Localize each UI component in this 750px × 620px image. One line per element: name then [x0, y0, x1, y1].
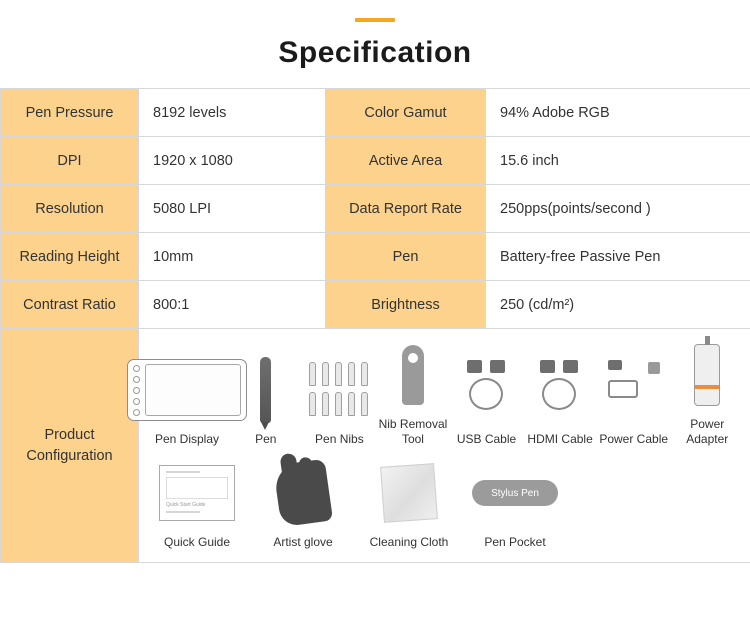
spec-label: Data Report Rate [326, 185, 486, 233]
item-caption: HDMI Cable [527, 432, 593, 446]
spec-value: 5080 LPI [139, 185, 326, 233]
item-caption: Power Adapter [686, 417, 729, 446]
specification-table [0, 88, 750, 563]
list-item [145, 354, 229, 447]
page-title: Specification [278, 36, 472, 69]
spec-value: 250 (cd/m²) [486, 281, 750, 329]
product-configuration-label: Product Configuration [1, 329, 139, 563]
list-item [229, 354, 303, 447]
spec-label: Brightness [326, 281, 486, 329]
item-caption: USB Cable [456, 432, 517, 446]
power-adapter-icon [694, 339, 720, 411]
spec-value: Battery-free Passive Pen [486, 233, 750, 281]
spec-value: 15.6 inch [486, 137, 750, 185]
table-row [1, 185, 750, 233]
list-item [155, 457, 239, 550]
product-configuration-content [139, 329, 750, 563]
product-configuration-row [1, 329, 750, 563]
accent-divider [355, 18, 395, 22]
item-caption: Pen [255, 432, 277, 446]
list-item [261, 457, 345, 550]
list-item [597, 354, 671, 447]
item-caption: Pen Display [154, 432, 220, 446]
configuration-row-2 [145, 457, 744, 550]
list-item [670, 339, 744, 447]
cleaning-cloth-icon [382, 457, 436, 529]
configuration-row-1 [145, 339, 744, 447]
quick-guide-inner-text: Quick Start Guide [166, 502, 206, 508]
hdmi-cable-icon [536, 354, 584, 426]
spec-label: Pen [326, 233, 486, 281]
power-cable-icon [606, 354, 662, 426]
table-row [1, 281, 750, 329]
list-item [303, 354, 377, 447]
quick-guide-icon [159, 457, 235, 529]
item-caption: Nib Removal Tool [378, 417, 448, 446]
nib-removal-tool-icon [402, 339, 424, 411]
item-caption: Pen Nibs [315, 432, 364, 446]
list-item [473, 457, 557, 550]
spec-value: 10mm [139, 233, 326, 281]
item-caption: Power Cable [599, 432, 669, 446]
spec-value: 8192 levels [139, 89, 326, 137]
pen-pocket-inner-text: Stylus Pen [472, 480, 558, 506]
list-item [367, 457, 451, 550]
list-item [523, 354, 597, 447]
spec-label: Color Gamut [326, 89, 486, 137]
spec-value: 94% Adobe RGB [486, 89, 750, 137]
list-item [376, 339, 450, 447]
spec-label: Pen Pressure [1, 89, 139, 137]
stylus-pen-icon [260, 354, 271, 426]
spec-value: 800:1 [139, 281, 326, 329]
spec-value: 250pps(points/second ) [486, 185, 750, 233]
spec-value: 1920 x 1080 [139, 137, 326, 185]
item-caption: Cleaning Cloth [369, 535, 449, 549]
usb-cable-icon [463, 354, 511, 426]
item-caption: Artist glove [273, 535, 333, 549]
spec-label: DPI [1, 137, 139, 185]
spec-label: Active Area [326, 137, 486, 185]
pen-nibs-icon [309, 354, 370, 426]
table-row [1, 137, 750, 185]
list-item [450, 354, 524, 447]
spec-label: Reading Height [1, 233, 139, 281]
page-header [0, 0, 750, 70]
table-row [1, 233, 750, 281]
item-caption: Pen Pocket [484, 535, 546, 549]
spec-label: Resolution [1, 185, 139, 233]
artist-glove-icon [277, 457, 329, 529]
spec-label: Contrast Ratio [1, 281, 139, 329]
table-row [1, 89, 750, 137]
pen-pocket-icon [472, 457, 558, 529]
item-caption: Quick Guide [163, 535, 231, 549]
